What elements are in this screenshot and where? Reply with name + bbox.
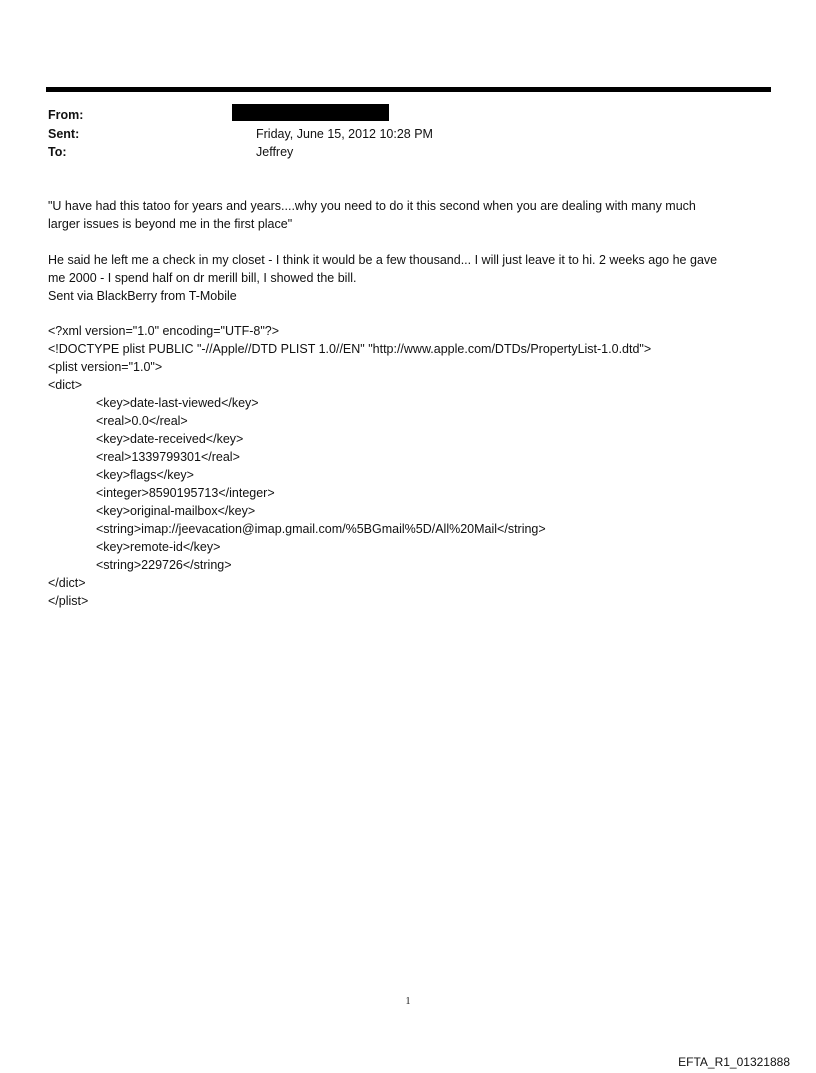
plist-open-tag: <plist version="1.0">	[48, 360, 163, 374]
dict-open-tag: <dict>	[48, 378, 83, 392]
from-label: From:	[48, 108, 84, 122]
plist-entry: <key>remote-id</key>	[96, 540, 221, 554]
plist-entry: <real>1339799301</real>	[96, 450, 240, 464]
quote-line: "U have had this tatoo for years and years....why you need to do it this second when you are dealing with many much	[48, 199, 696, 213]
plist-close-tag: </plist>	[48, 594, 89, 608]
message-line: me 2000 - I spend half on dr merill bill, I showed the bill.	[48, 271, 357, 285]
dict-close-tag: </dict>	[48, 576, 86, 590]
to-label: To:	[48, 145, 67, 159]
plist-entry: <string>imap://jeevacation@imap.gmail.com/%5BGmail%5D/All%20Mail</string>	[96, 522, 546, 536]
quote-line: larger issues is beyond me in the first place"	[48, 217, 293, 231]
plist-entry: <real>0.0</real>	[96, 414, 188, 428]
plist-doctype: <!DOCTYPE plist PUBLIC "-//Apple//DTD PLIST 1.0//EN" "http://www.apple.com/DTDs/PropertyList-1.0.dtd">	[48, 342, 652, 356]
plist-xml-declaration: <?xml version="1.0" encoding="UTF-8"?>	[48, 324, 280, 338]
plist-entry: <integer>8590195713</integer>	[96, 486, 275, 500]
plist-entry: <key>flags</key>	[96, 468, 194, 482]
to-value: Jeffrey	[256, 145, 294, 159]
plist-entry: <key>date-received</key>	[96, 432, 244, 446]
sent-label: Sent:	[48, 127, 80, 141]
page-number: 1	[405, 996, 411, 1007]
sent-value: Friday, June 15, 2012 10:28 PM	[256, 127, 433, 141]
redaction-block	[232, 104, 389, 121]
plist-entry: <key>original-mailbox</key>	[96, 504, 256, 518]
plist-entry: <string>229726</string>	[96, 558, 232, 572]
signature-line: Sent via BlackBerry from T-Mobile	[48, 289, 237, 303]
plist-entry: <key>date-last-viewed</key>	[96, 396, 259, 410]
document-id: EFTA_R1_01321888	[678, 1055, 790, 1069]
header-divider	[46, 87, 771, 92]
message-line: He said he left me a check in my closet - I think it would be a few thousand... I will just leave it to hi. 2 weeks ago he gave	[48, 253, 718, 267]
